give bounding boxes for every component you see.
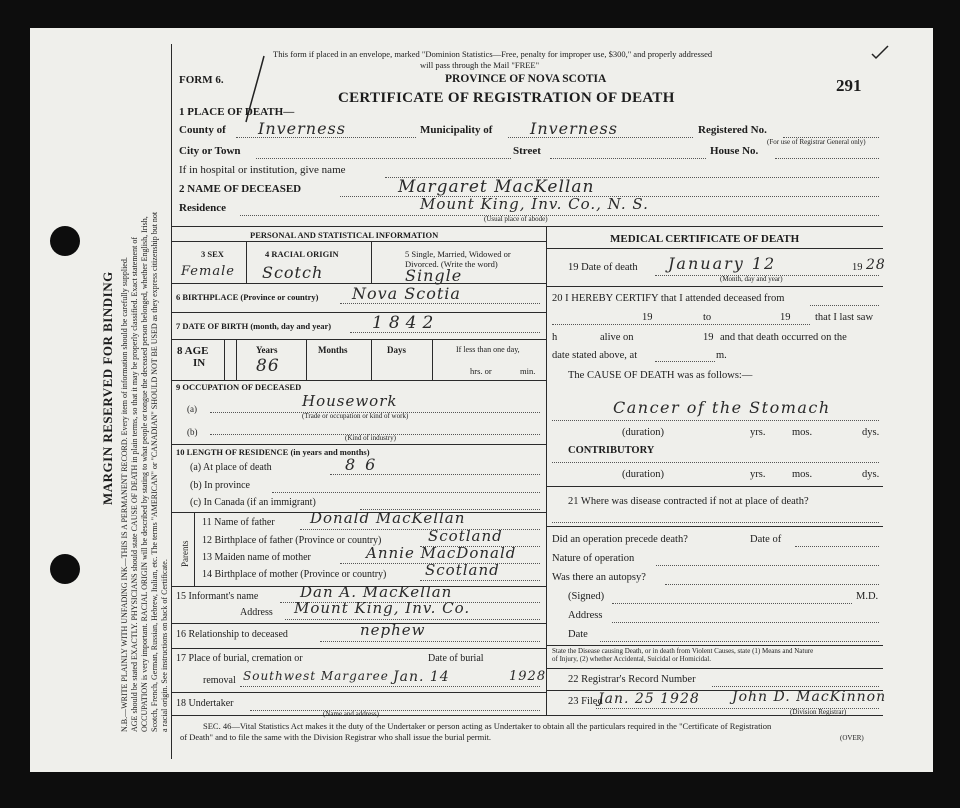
house-label: House No. xyxy=(710,145,759,157)
duration-label-1: (duration) xyxy=(622,427,664,438)
name-of-deceased-value: Margaret MacKellan xyxy=(398,177,595,197)
certify-date-stated: date stated above, at xyxy=(552,350,638,361)
md-label: M.D. xyxy=(856,591,879,602)
signed-line xyxy=(612,603,852,604)
burial-date-value: Jan. 14 xyxy=(393,669,450,685)
sex-label: 3 SEX xyxy=(201,249,224,259)
cause-value: Cancer of the Stomach xyxy=(613,398,831,417)
father-name-label: 11 Name of father xyxy=(202,517,275,528)
undertaker-label: 18 Undertaker xyxy=(176,698,234,709)
mail-notice-1: This form if placed in an envelope, marked "Dominion Statistics—Free, penalty for improper use, $300," and properly addressed xyxy=(273,49,713,59)
informant-value: Dan A. MacKellan xyxy=(300,583,453,601)
over-note: (OVER) xyxy=(840,734,864,742)
mos-label-1: mos. xyxy=(792,427,813,438)
certify-line-1-rule xyxy=(810,305,879,306)
certify-line-2-rule xyxy=(552,324,810,325)
row9-rule xyxy=(171,444,546,445)
registrar-note: (For use of Registrar General only) xyxy=(767,138,866,146)
mos-label-2: mos. xyxy=(792,469,813,480)
undertaker-line xyxy=(250,710,540,711)
father-name-line xyxy=(300,529,540,530)
medical-date-line xyxy=(600,641,879,642)
checkmark-icon xyxy=(870,44,890,60)
hospital-label: If in hospital or institution, give name xyxy=(179,164,346,176)
relationship-label: 16 Relationship to deceased xyxy=(176,629,288,640)
dys-label-1: dys. xyxy=(862,427,880,438)
mother-name-value: Annie MacDonald xyxy=(366,544,517,562)
burial-year-value: 1928 xyxy=(509,669,547,684)
operation-label: Did an operation precede death? xyxy=(552,534,688,545)
hrs-label: hrs. or xyxy=(470,366,492,376)
binding-hole-bottom xyxy=(50,554,80,584)
margin-binding-label: MARGIN RESERVED FOR BINDING xyxy=(100,271,115,505)
father-birth-label: 12 Birthplace of father (Province or country) xyxy=(202,535,382,546)
row15-rule xyxy=(171,623,546,624)
burial-label: 17 Place of burial, cremation or xyxy=(176,653,303,664)
grid-top-rule xyxy=(171,226,883,227)
margin-instruction-4: Scotch, French, German, Russian, Hebrew, Italian, etc. The terms "AMERICAN" or "CANADIAN" SHOULD NOT BE USED as they express citizenship but not xyxy=(150,211,159,732)
violent-note-1: State the Disease causing Death, or in death from Violent Causes, state (1) Means and Nature xyxy=(552,647,814,655)
father-name-value: Donald MacKellan xyxy=(310,509,466,527)
birthplace-value: Nova Scotia xyxy=(352,284,461,303)
row6-rule xyxy=(171,312,546,313)
medical-address-line xyxy=(612,622,879,623)
place-of-death-heading: 1 PLACE OF DEATH— xyxy=(179,106,295,118)
dob-label: 7 DATE OF BIRTH (month, day and year) xyxy=(176,321,332,331)
marital-status-value: Single xyxy=(405,266,463,285)
age-divider-1b xyxy=(236,339,237,380)
days-label: Days xyxy=(387,345,407,355)
occupation-a-note: (Trade or occupation or kind of work) xyxy=(302,412,409,420)
county-label: County of xyxy=(179,124,226,136)
mail-notice-2: will pass through the Mail "FREE" xyxy=(420,60,540,70)
undertaker-note: (Name and address) xyxy=(323,710,379,718)
certify-alive-on: alive on xyxy=(600,332,634,343)
birthplace-label: 6 BIRTHPLACE (Province or country) xyxy=(176,292,319,302)
dys-label-2: dys. xyxy=(862,469,880,480)
house-line xyxy=(775,158,879,159)
signed-label: (Signed) xyxy=(568,591,605,602)
years-value: 86 xyxy=(256,356,280,376)
age-divider-2 xyxy=(306,339,307,380)
registrar-record-line xyxy=(712,686,879,687)
margin-instruction-5: a racial origin. See instructions on back of Certificate. xyxy=(160,559,169,732)
mother-birth-label: 14 Birthplace of mother (Province or country) xyxy=(202,569,387,580)
certify-date-rule xyxy=(655,361,715,362)
father-birth-value: Scotland xyxy=(428,527,503,545)
residence-line xyxy=(240,215,879,216)
mother-birth-line xyxy=(420,580,540,581)
certify-19b: 19 xyxy=(780,312,791,323)
relationship-line xyxy=(320,641,540,642)
residence-a-label: (a) At place of death xyxy=(190,462,272,473)
months-label: Months xyxy=(318,345,348,355)
burial-place-value: Southwest Margaree xyxy=(243,669,389,683)
occupation-value: Housework xyxy=(302,392,398,410)
medical-heading: MEDICAL CERTIFICATE OF DEATH xyxy=(610,233,800,245)
street-line xyxy=(550,158,706,159)
length-residence-heading: 10 LENGTH OF RESIDENCE (in years and months) xyxy=(176,447,370,457)
dob-line xyxy=(350,332,540,333)
cause-line xyxy=(552,420,879,421)
date-of-death-value: January 12 xyxy=(668,254,777,273)
medical-address-label: Address xyxy=(568,610,603,621)
row16-rule xyxy=(171,648,546,649)
personal-heading-rule xyxy=(171,241,546,242)
grid-bottom-rule xyxy=(171,715,883,716)
operation-line xyxy=(795,546,879,547)
date-of-death-label: 19 Date of death xyxy=(568,262,638,273)
residence-b-label: (b) In province xyxy=(190,480,250,491)
contributory-label: CONTRIBUTORY xyxy=(568,445,655,456)
occupation-b-note: (Kind of industry) xyxy=(345,434,396,442)
certify-h: h xyxy=(552,332,558,343)
years-label: Years xyxy=(256,345,278,355)
filed-label: 23 Filed xyxy=(568,696,603,707)
informant-label: 15 Informant's name xyxy=(176,591,259,602)
residence-label: Residence xyxy=(179,202,227,214)
section-46-line-2: of Death" and to file the same with the Division Registrar who shall issue the burial permit. xyxy=(180,732,492,742)
mother-birth-value: Scotland xyxy=(425,561,500,579)
parents-divider xyxy=(194,512,195,586)
certify-line-1: 20 I HEREBY CERTIFY that I attended deceased from xyxy=(552,293,785,304)
county-value: Inverness xyxy=(258,119,346,138)
city-label: City or Town xyxy=(179,145,241,157)
municipality-line xyxy=(508,137,693,138)
informant-address-line xyxy=(285,619,540,620)
age-divider-4 xyxy=(432,339,433,380)
municipality-value: Inverness xyxy=(530,119,618,138)
sex-divider xyxy=(246,241,247,283)
burial-line xyxy=(240,686,540,687)
certificate-number: 291 xyxy=(836,76,862,95)
min-label: min. xyxy=(520,366,536,376)
division-registrar-note: (Division Registrar) xyxy=(790,708,847,716)
age-divider-3 xyxy=(371,339,372,380)
medical-row22-rule xyxy=(546,645,883,646)
dob-value: 1842 xyxy=(372,313,440,333)
medical-row20-rule xyxy=(546,486,883,487)
margin-instruction-2: AGE should be stated EXACTLY. PHYSICIANS should state CAUSE OF DEATH in plain terms, so that it may be properly classified. Exact statement of xyxy=(130,237,139,732)
street-label: Street xyxy=(513,145,541,157)
yrs-label-2: yrs. xyxy=(750,469,766,480)
name-of-deceased-label: 2 NAME OF DECEASED xyxy=(179,183,302,195)
usual-place-note: (Usual place of abode) xyxy=(484,215,548,223)
medical-row21-rule xyxy=(546,526,883,527)
registered-label: Registered No. xyxy=(698,124,767,136)
informant-address-label: Address xyxy=(240,607,273,618)
certify-19a: 19 xyxy=(642,312,653,323)
medical-date-label: Date xyxy=(568,629,588,640)
residence-c-label: (c) In Canada (if an immigrant) xyxy=(190,497,316,508)
county-line xyxy=(236,137,416,138)
registrar-record-label: 22 Registrar's Record Number xyxy=(568,674,696,685)
medical-row19-rule xyxy=(546,286,883,287)
parents-label: Parents xyxy=(180,540,190,567)
q21-label: 21 Where was disease contracted if not at place of death? xyxy=(568,496,809,507)
certify-death-occurred: and that death occurred on the xyxy=(720,332,847,343)
operation-date-label: Date of xyxy=(750,534,782,545)
less-than-day-label: If less than one day, xyxy=(456,345,520,354)
city-line xyxy=(256,158,511,159)
province-title: PROVINCE OF NOVA SCOTIA xyxy=(445,73,607,85)
medical-heading-rule xyxy=(546,248,883,249)
residence-b-line xyxy=(272,492,540,493)
autopsy-line xyxy=(665,584,879,585)
year-prefix: 19 xyxy=(852,262,863,273)
grid-center-divider xyxy=(546,226,547,715)
cause-label: The CAUSE OF DEATH was as follows:— xyxy=(568,370,753,381)
margin-instruction-1: N.B.—WRITE PLAINLY WITH UNFADING INK—THIS IS A PERMANENT RECORD. Every item of information should be carefully supplied. xyxy=(120,257,129,732)
informant-address-value: Mount King, Inv. Co. xyxy=(294,599,471,617)
age-in-label: IN xyxy=(193,357,206,369)
row17-rule xyxy=(171,692,546,693)
year-value: 28 xyxy=(866,257,886,273)
marital-label-1: 5 Single, Married, Widowed or xyxy=(405,249,511,259)
birthplace-line xyxy=(340,303,540,304)
form-number: FORM 6. xyxy=(179,74,224,86)
occupation-heading: 9 OCCUPATION OF DECEASED xyxy=(176,382,302,392)
margin-instruction-3: OCCUPATION is very important. RACIAL ORIGIN will be described by stating to what people or tongue the deceased person belonged, whether English, Irish, xyxy=(140,216,149,732)
autopsy-label: Was there an autopsy? xyxy=(552,572,646,583)
q21-line xyxy=(552,522,879,523)
residence-value: Mount King, Inv. Co., N. S. xyxy=(420,195,649,213)
row7-rule xyxy=(171,339,546,340)
residence-a-value: 86 xyxy=(345,455,386,474)
margin-border xyxy=(171,44,172,759)
section-46-line-1: SEC. 46—Vital Statistics Act makes it the duty of the Undertaker or person acting as Undertaker to obtain all the particulars required in the "Certificate of Registration xyxy=(203,721,772,731)
race-divider xyxy=(371,241,372,283)
marital-label-2: Divorced. (Write the word) xyxy=(405,259,498,269)
month-day-note: (Month, day and year) xyxy=(720,275,783,283)
medical-row-note-rule xyxy=(546,668,883,669)
racial-origin-label: 4 RACIAL ORIGIN xyxy=(265,249,339,259)
binding-hole-top xyxy=(50,226,80,256)
certify-m: m. xyxy=(716,350,727,361)
age-label: 8 AGE xyxy=(177,345,209,357)
certify-19c: 19 xyxy=(703,332,714,343)
occupation-b: (b) xyxy=(187,427,198,437)
nature-operation-label: Nature of operation xyxy=(552,553,635,564)
burial-date-label: Date of burial xyxy=(428,653,484,664)
removal-label: removal xyxy=(203,675,236,686)
nature-line xyxy=(656,565,879,566)
row8-rule xyxy=(171,380,546,381)
contributory-line xyxy=(552,462,879,463)
yrs-label-1: yrs. xyxy=(750,427,766,438)
relationship-value: nephew xyxy=(360,621,426,639)
age-divider-1 xyxy=(224,339,225,380)
personal-heading: PERSONAL AND STATISTICAL INFORMATION xyxy=(250,230,439,240)
sex-value: Female xyxy=(181,264,235,279)
municipality-label: Municipality of xyxy=(420,124,493,136)
certify-last-saw: that I last saw xyxy=(815,312,874,323)
racial-origin-value: Scotch xyxy=(262,263,324,282)
certify-to: to xyxy=(703,312,712,323)
mother-name-label: 13 Maiden name of mother xyxy=(202,552,311,563)
occupation-a: (a) xyxy=(187,404,197,414)
filed-date-value: Jan. 25 1928 xyxy=(598,691,700,707)
certificate-title: CERTIFICATE OF REGISTRATION OF DEATH xyxy=(338,90,675,106)
division-registrar-signature: John D. MacKinnon xyxy=(732,689,887,705)
violent-note-2: of Injury, (2) whether Accidental, Suicidal or Homicidal. xyxy=(552,655,711,663)
residence-a-line xyxy=(330,474,540,475)
duration-label-2: (duration) xyxy=(622,469,664,480)
